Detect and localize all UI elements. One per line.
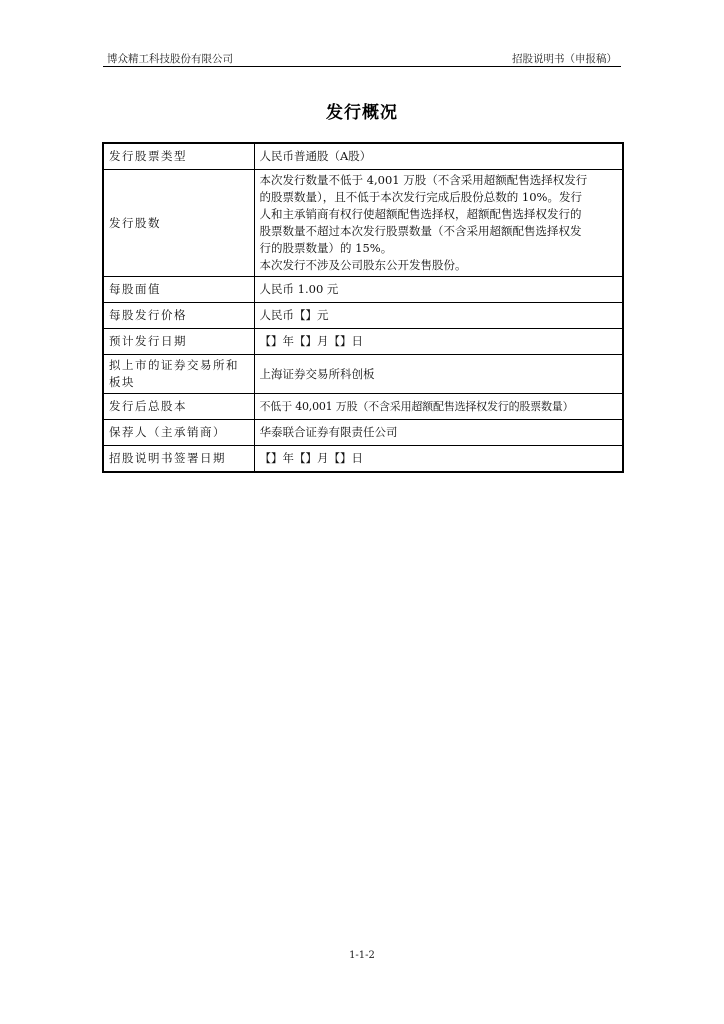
issuance-overview-table: [102, 142, 624, 473]
table-row-share-count: [103, 170, 623, 277]
table-row-issue-date: [103, 329, 623, 355]
page-header: [103, 52, 621, 66]
value-line: 人民币 1.00 元: [259, 282, 339, 296]
row-label: 招股说明书签署日期: [103, 446, 254, 473]
value-line: 行的股票数量）的 15%。: [259, 241, 393, 255]
row-value: [254, 277, 623, 303]
row-label: 拟上市的证券交易所和板块: [103, 355, 254, 394]
value-line: 本次发行不涉及公司股东公开发售股份。: [259, 258, 467, 272]
row-value: [254, 329, 623, 355]
row-value: [254, 303, 623, 329]
table-row-signing-date: [103, 446, 623, 473]
value-line: 人民币【】元: [259, 308, 329, 322]
value-line: 的股票数量），且不低于本次发行完成后股份总数的 10%。发行: [259, 190, 582, 204]
value-line: 华泰联合证券有限责任公司: [259, 425, 398, 439]
row-label: 发行股票类型: [103, 143, 254, 170]
row-value: [254, 143, 623, 170]
value-line: 人和主承销商有权行使超额配售选择权，超额配售选择权发行的: [259, 207, 582, 221]
page-number: 1-1-2: [349, 950, 375, 961]
header-divider: [103, 66, 621, 67]
row-label: 预计发行日期: [103, 329, 254, 355]
row-label: 保荐人（主承销商）: [103, 420, 254, 446]
row-value: [254, 355, 623, 394]
table-row-sponsor: [103, 420, 623, 446]
value-line: 【】年【】月【】日: [259, 334, 363, 348]
row-label: 每股发行价格: [103, 303, 254, 329]
value-line: 【】年【】月【】日: [259, 451, 363, 465]
table-row-par-value: [103, 277, 623, 303]
row-label: 每股面值: [103, 277, 254, 303]
row-label: 发行后总股本: [103, 394, 254, 420]
row-label: 发行股数: [103, 170, 254, 277]
value-line: 本次发行数量不低于 4,001 万股（不含采用超额配售选择权发行: [259, 173, 588, 187]
table-row-listing-exchange: [103, 355, 623, 394]
value-line: 人民币普通股（A股）: [259, 149, 372, 163]
header-company-name: 博众精工科技股份有限公司: [107, 53, 233, 65]
value-line: 股票数量不超过本次发行股票数量（不含采用超额配售选择权发: [259, 224, 582, 238]
header-document-name: 招股说明书（申报稿）: [512, 53, 617, 65]
page-title: 发行概况: [326, 103, 398, 123]
row-value: [254, 394, 623, 420]
row-value: [254, 420, 623, 446]
row-value: [254, 170, 623, 277]
value-line: 上海证券交易所科创板: [259, 366, 375, 381]
table-row-issue-price: [103, 303, 623, 329]
value-line: 不低于 40,001 万股（不含采用超额配售选择权发行的股票数量）: [259, 400, 574, 413]
row-value: [254, 446, 623, 473]
table-row-stock-type: [103, 143, 623, 170]
table-row-total-shares: [103, 394, 623, 420]
